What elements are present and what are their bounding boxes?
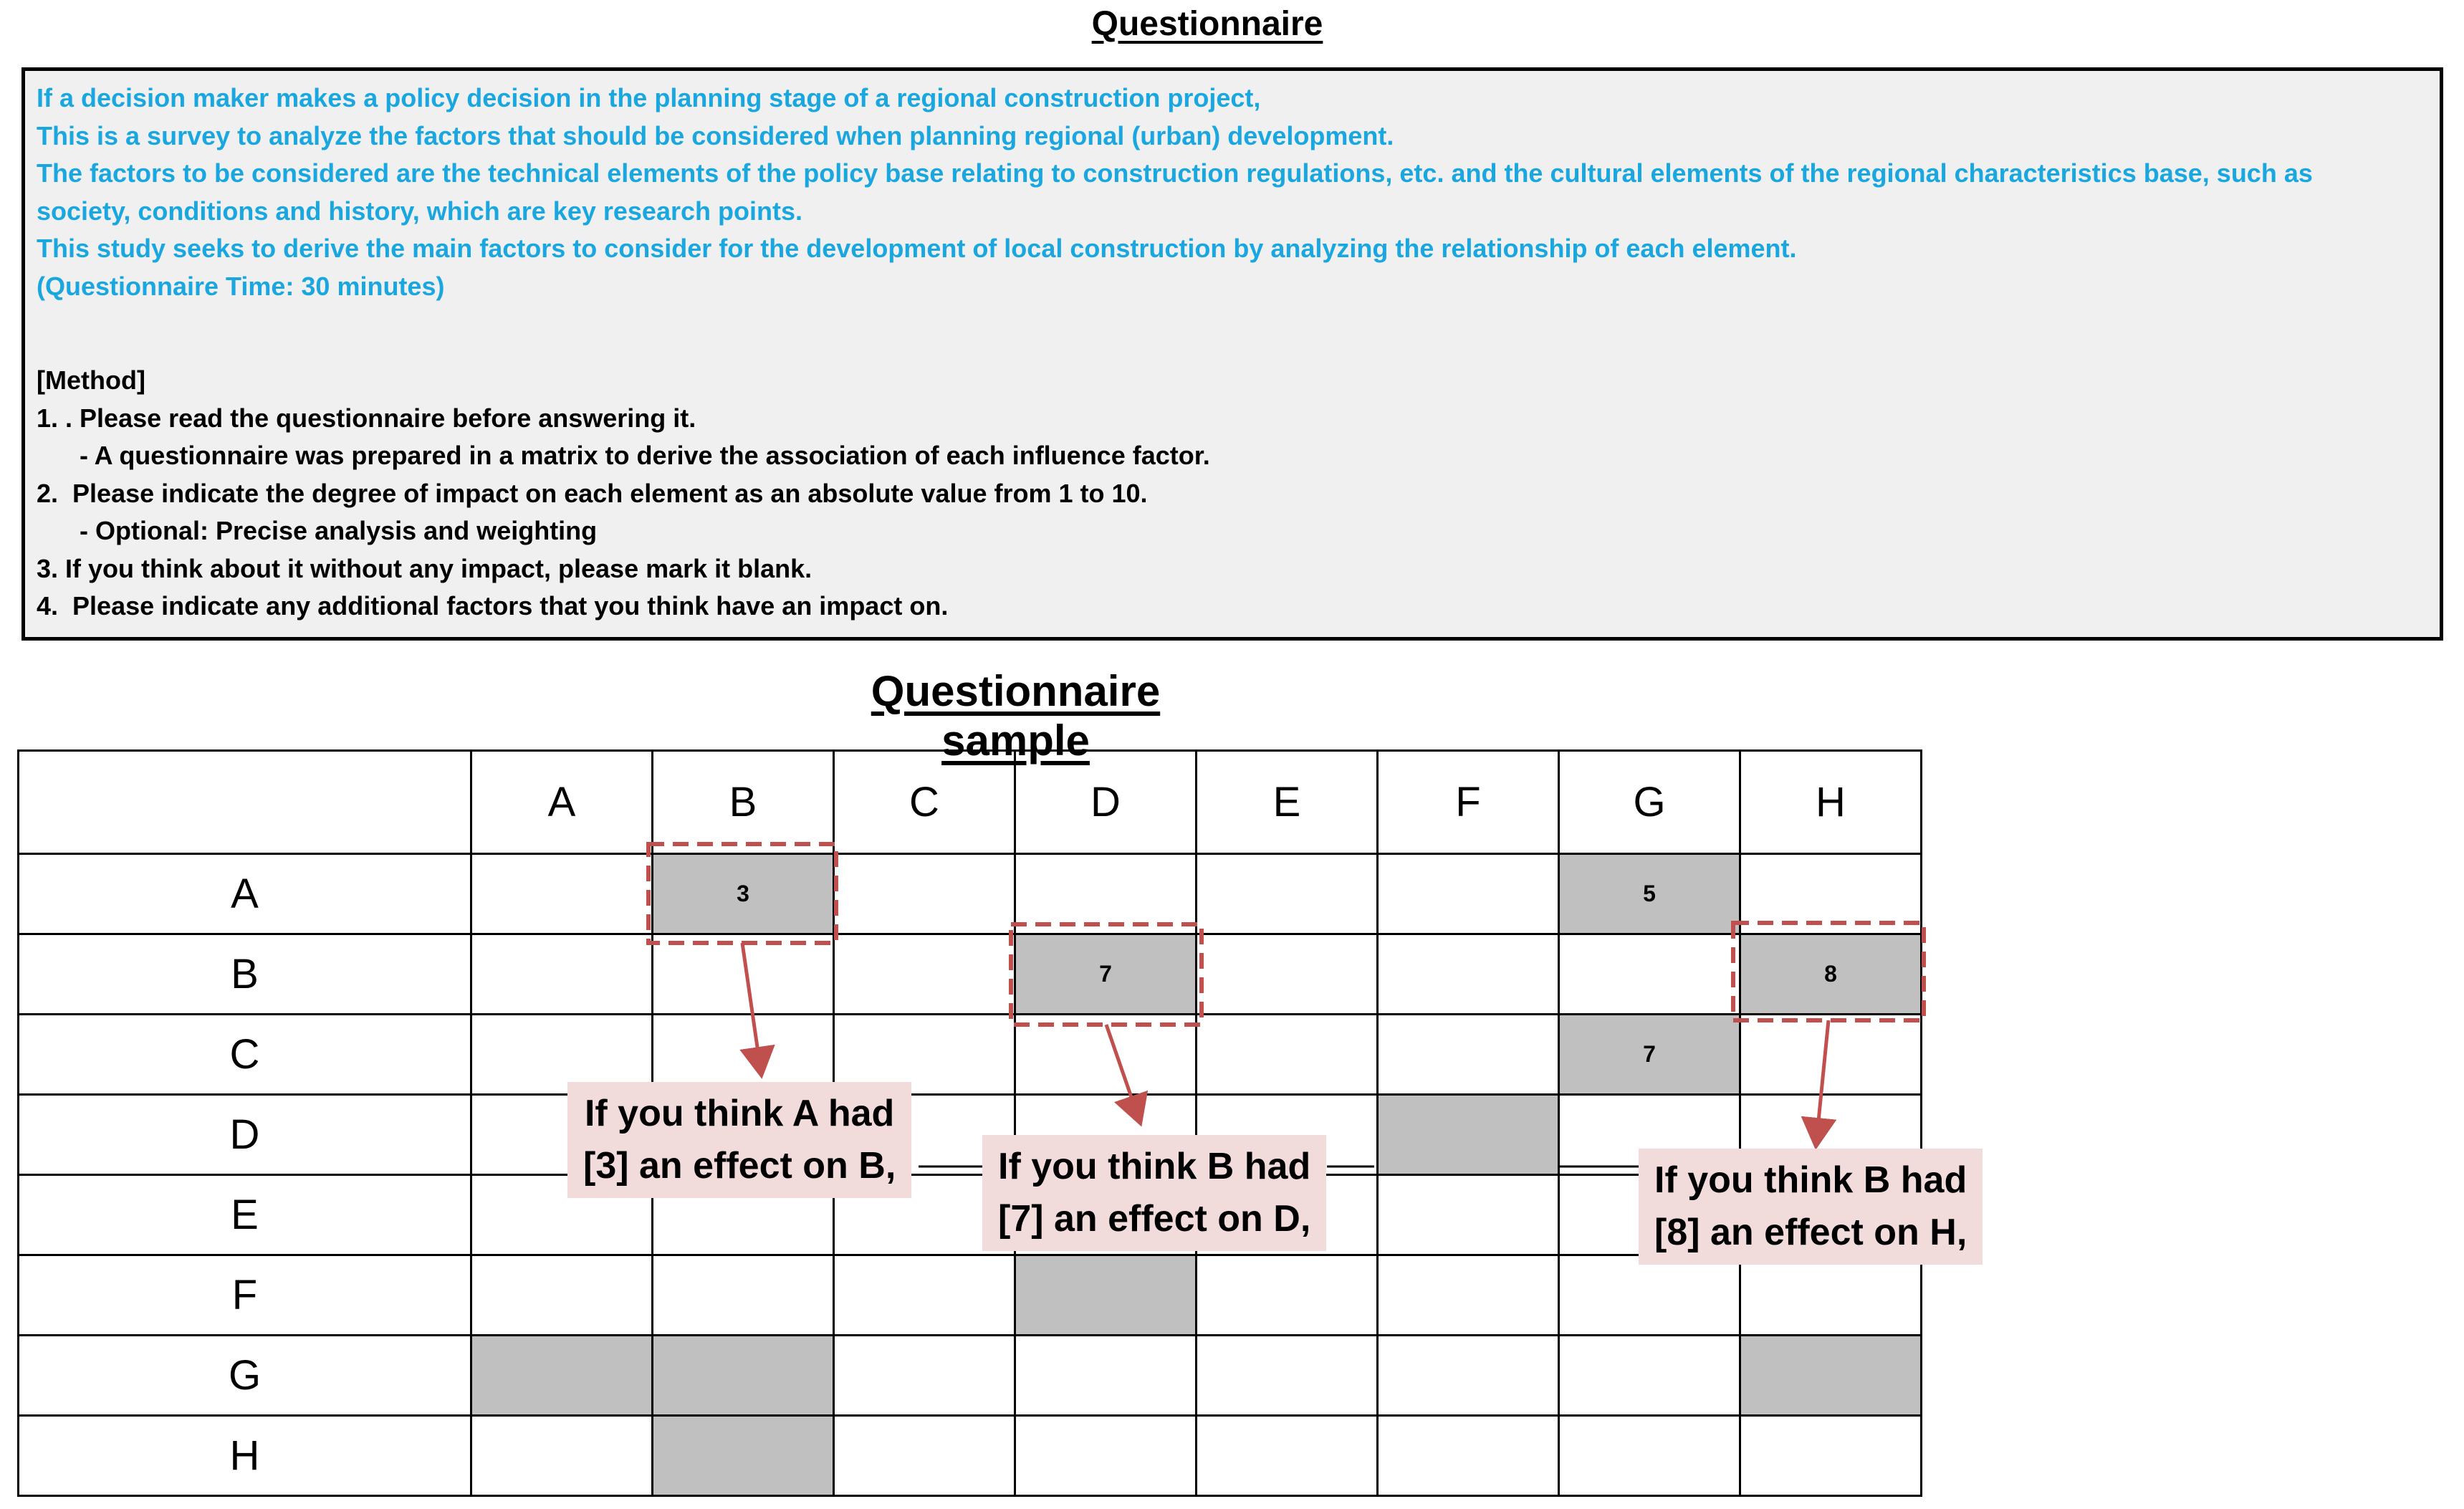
column-header: C [834,751,1015,854]
matrix-cell[interactable] [1378,1416,1559,1496]
matrix-cell[interactable] [1015,1416,1197,1496]
column-header: H [1740,751,1922,854]
callout-line: [3] an effect on B, [583,1145,896,1187]
matrix-cell[interactable] [471,1336,653,1416]
method-item: 4. Please indicate any additional factors that you think have an impact on. [37,591,949,621]
row-header: E [19,1175,471,1255]
matrix-cell[interactable] [1559,934,1740,1015]
matrix-cell[interactable] [1197,934,1378,1015]
matrix-cell[interactable] [1197,1336,1378,1416]
matrix-cell[interactable] [471,854,653,934]
intro-line: (Questionnaire Time: 30 minutes) [37,271,445,301]
matrix-cell[interactable] [1378,934,1559,1015]
method-heading: [Method] [37,365,145,395]
row-header: G [19,1336,471,1416]
intro-line: This study seeks to derive the main factors to consider for the development of local construction by analyzing the relationship of each element. [37,234,1797,263]
matrix-cell[interactable]: 7 [1015,934,1197,1015]
row-header: C [19,1015,471,1095]
matrix-cell[interactable] [1740,1416,1922,1496]
matrix-cell[interactable] [471,934,653,1015]
matrix-cell[interactable]: 5 [1559,854,1740,934]
matrix-cell[interactable] [1378,854,1559,934]
callout-line: If you think B had [998,1146,1311,1187]
callout-b-on-h [1639,1149,1983,1265]
matrix-corner-cell [19,751,471,854]
matrix-cell[interactable] [1740,854,1922,934]
matrix-cell[interactable] [1197,1255,1378,1336]
matrix-row [19,1095,1922,1175]
matrix-cell[interactable] [1740,1015,1922,1095]
matrix-cell[interactable] [1378,1336,1559,1416]
callout-a-on-b [567,1082,911,1198]
matrix-cell[interactable] [1559,1255,1740,1336]
method-item: 1. . Please read the questionnaire before answering it. [37,403,696,433]
matrix-cell[interactable] [1015,854,1197,934]
matrix-row [19,1175,1922,1255]
matrix-cell[interactable] [1015,1336,1197,1416]
matrix-cell[interactable] [834,854,1015,934]
matrix-cell[interactable] [653,1336,834,1416]
matrix-cell[interactable] [1197,1015,1378,1095]
column-header: A [471,751,653,854]
row-header: H [19,1416,471,1496]
column-header: G [1559,751,1740,854]
method-item: 2. Please indicate the degree of impact on each element as an absolute value from 1 to 10. [37,478,1148,508]
callout-b-on-d [982,1135,1326,1251]
intro-line: If a decision maker makes a policy decision in the planning stage of a regional construction project, [37,83,1261,112]
matrix-cell[interactable] [1378,1255,1559,1336]
matrix-cell[interactable] [1197,1416,1378,1496]
matrix-cell[interactable] [471,1416,653,1496]
instructions-box [21,67,2443,641]
column-header: F [1378,751,1559,854]
method-subitem: - A questionnaire was prepared in a matrix to derive the association of each influence factor. [80,441,1210,470]
matrix-row [19,1015,1922,1095]
matrix-cell[interactable] [1015,1255,1197,1336]
matrix-cell[interactable] [471,1255,653,1336]
matrix-cell[interactable] [834,1255,1015,1336]
matrix-cell[interactable]: 3 [653,854,834,934]
matrix-header-row [19,751,1922,854]
intro-line: This is a survey to analyze the factors that should be considered when planning regional (urban) development. [37,120,1394,150]
matrix-cell[interactable] [834,934,1015,1015]
matrix-cell[interactable] [653,1416,834,1496]
matrix-row [19,934,1922,1015]
page-title: Questionnaire [1091,5,1323,43]
sample-title: Questionnaire sample [871,667,1161,765]
matrix-cell[interactable] [1740,1255,1922,1336]
method-item: 3. If you think about it without any impact, please mark it blank. [37,553,812,583]
influence-matrix [17,749,1922,1497]
callout-line: If you think B had [1654,1159,1967,1201]
callout-line: [7] an effect on D, [998,1198,1311,1240]
row-header: A [19,854,471,934]
matrix-row [19,1336,1922,1416]
intro-line: society, conditions and history, which are key research points. [37,196,802,226]
matrix-cell[interactable] [1378,1175,1559,1255]
matrix-cell[interactable] [834,1416,1015,1496]
intro-line: The factors to be considered are the technical elements of the policy base relating to construction regulations, etc. and the cultural elements of the regional characteristics base, such as [37,158,2313,188]
matrix-cell[interactable]: 8 [1740,934,1922,1015]
matrix-row [19,854,1922,934]
column-header: D [1015,751,1197,854]
matrix-cell[interactable] [1197,854,1378,934]
matrix-cell[interactable] [1559,1416,1740,1496]
callout-line: [8] an effect on H, [1654,1212,1967,1253]
row-header: F [19,1255,471,1336]
matrix-cell[interactable] [653,934,834,1015]
matrix-cell[interactable]: 7 [1559,1015,1740,1095]
matrix-cell[interactable] [1378,1015,1559,1095]
matrix-row [19,1416,1922,1496]
matrix-cell[interactable] [1015,1015,1197,1095]
column-header: B [653,751,834,854]
matrix-cell[interactable] [653,1255,834,1336]
matrix-cell[interactable] [1740,1336,1922,1416]
method-subitem: - Optional: Precise analysis and weighting [80,516,598,545]
callout-line: If you think A had [584,1093,895,1134]
row-header: D [19,1095,471,1175]
row-header: B [19,934,471,1015]
matrix-row [19,1255,1922,1336]
matrix-cell[interactable] [834,1336,1015,1416]
matrix-cell[interactable] [1378,1095,1559,1175]
column-header: E [1197,751,1378,854]
matrix-cell[interactable] [1559,1336,1740,1416]
